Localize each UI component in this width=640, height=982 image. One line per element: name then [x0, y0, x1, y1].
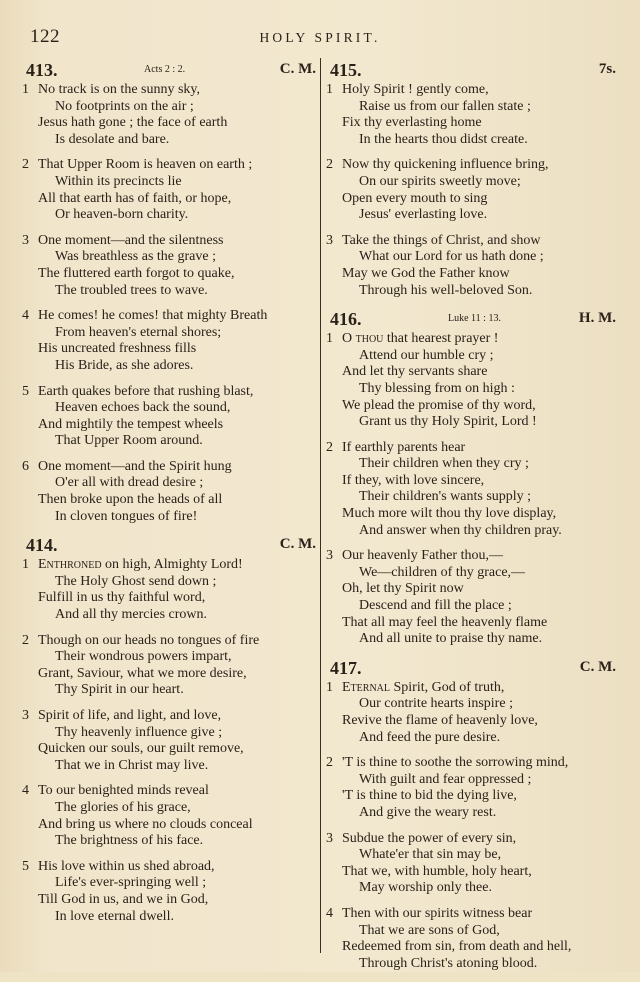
line-text: Spirit of life, and light, and love,	[38, 708, 222, 723]
verse-line	[326, 956, 618, 973]
line-text: On our spirits sweetly move;	[359, 173, 521, 189]
line-text: Thy blessing from on high :	[359, 380, 515, 396]
verse-line	[22, 157, 318, 174]
verse-line	[326, 506, 618, 523]
verse-line	[22, 325, 318, 342]
line-text: Thy Spirit in our heart.	[55, 682, 184, 698]
line-text: What our Lord for us hath done ;	[359, 249, 544, 265]
line-text: May worship only thee.	[359, 880, 492, 896]
hymn-meter: C. M.	[579, 658, 616, 675]
verse-line	[326, 772, 618, 789]
line-text: Raise us from our fallen state ;	[359, 98, 531, 114]
verse-number: 3	[326, 232, 333, 248]
verse-line	[22, 633, 318, 650]
verse	[22, 157, 318, 223]
verse-line	[22, 800, 318, 817]
verse-number: 1	[326, 331, 333, 347]
line-text: Jesus hath gone ; the face of earth	[38, 115, 228, 131]
verse	[22, 708, 318, 774]
verse-line	[22, 459, 318, 476]
line-text: And bring us where no clouds conceal	[38, 816, 253, 832]
line-text: To our benighted minds reveal	[38, 783, 209, 799]
verse-line	[326, 99, 618, 116]
line-text: May we God the Father know	[342, 265, 510, 281]
line-text: And give the weary rest.	[359, 804, 497, 820]
line-text: Our heavenly Father thou,—	[342, 548, 503, 564]
verse-line	[22, 308, 318, 325]
verse-line	[22, 82, 318, 99]
verse-line	[22, 400, 318, 417]
verse-number: 1	[22, 557, 29, 573]
verse-number: 3	[326, 548, 333, 564]
verse	[326, 157, 618, 223]
verse-line	[326, 207, 618, 224]
verse-line	[22, 492, 318, 509]
line-text: All that earth has of faith, or hope,	[38, 190, 232, 206]
hymn-header	[22, 60, 318, 82]
line-text: He comes! he comes! that mighty Breath	[38, 308, 268, 324]
hymn-header	[22, 535, 318, 557]
line-text: The Holy Ghost send down ;	[55, 573, 217, 589]
verse-line	[326, 523, 618, 540]
line-text: Within its precincts lie	[55, 173, 182, 189]
verse-line	[22, 233, 318, 250]
verse-line	[22, 725, 318, 742]
line-text: Much more wilt thou thy love display,	[342, 506, 557, 522]
verse-line	[22, 758, 318, 775]
first-word: Enthroned	[38, 557, 102, 573]
line-text: No footprints on the air ;	[55, 98, 194, 114]
verse-line	[22, 574, 318, 591]
verse	[326, 233, 618, 299]
verse	[326, 755, 618, 821]
verse-line	[22, 509, 318, 526]
line-text: That Upper Room around.	[55, 433, 203, 449]
hymn	[22, 535, 318, 925]
verse-line	[326, 489, 618, 506]
line-text: Fix thy everlasting home	[342, 115, 482, 131]
page-number: 122	[30, 26, 60, 47]
verse-line	[326, 880, 618, 897]
verse-number: 3	[22, 232, 29, 248]
verse-number: 3	[326, 830, 333, 846]
verse-line	[326, 115, 618, 132]
line-text: One moment—and the silentness	[38, 232, 224, 248]
verse-line	[22, 249, 318, 266]
verse-line	[326, 473, 618, 490]
line-text: Then broke upon the heads of all	[38, 492, 223, 508]
line-text: Subdue the power of every sin,	[342, 830, 517, 846]
hymn	[22, 60, 318, 525]
left-column	[22, 60, 318, 935]
line-text: And answer when thy children pray.	[359, 522, 562, 538]
verse-line	[326, 456, 618, 473]
line-text: If they, with love sincere,	[342, 472, 485, 488]
verse-line	[22, 207, 318, 224]
verse-line	[22, 875, 318, 892]
hymn	[326, 309, 618, 648]
verse-line	[326, 233, 618, 250]
line-text: Oh, let thy Spirit now	[342, 581, 464, 597]
line-text: If earthly parents hear	[342, 439, 466, 455]
verse	[326, 831, 618, 897]
verse-line	[22, 708, 318, 725]
line-text: With guilt and fear oppressed ;	[359, 771, 532, 787]
verse-number: 5	[22, 383, 29, 399]
line-text: Revive the flame of heavenly love,	[342, 713, 538, 728]
hymn-number: 416.	[330, 309, 362, 330]
hymn-meter: C. M.	[279, 61, 316, 77]
verse-line	[326, 864, 618, 881]
verse	[22, 557, 318, 623]
verse-line	[326, 548, 618, 565]
verse-line	[326, 191, 618, 208]
line-text: And all thy mercies crown.	[55, 607, 208, 623]
verse-line	[326, 266, 618, 283]
line-text: We—children of thy grace,—	[359, 564, 526, 580]
line-text: Open every mouth to sing	[342, 190, 488, 206]
verse-line	[326, 581, 618, 598]
verse-line	[326, 157, 618, 174]
right-column	[326, 60, 618, 982]
page-title: HOLY SPIRIT.	[259, 30, 381, 45]
verse-line	[326, 348, 618, 365]
line-text: Thy heavenly influence give ;	[55, 724, 223, 740]
hymn-header	[326, 60, 618, 82]
line-text: From heaven's eternal shores;	[55, 324, 222, 340]
line-text: Spirit, God of truth,	[390, 679, 505, 695]
verse	[326, 906, 618, 972]
verse-line	[22, 607, 318, 624]
line-text: Their wondrous powers impart,	[55, 649, 232, 665]
line-text: That we are sons of God,	[359, 922, 500, 938]
line-text: Descend and fill the place ;	[359, 598, 512, 614]
line-text: Quicken our souls, our guilt remove,	[38, 741, 244, 757]
verse-number: 2	[326, 439, 333, 455]
page-header	[0, 26, 640, 50]
verse-line	[22, 99, 318, 116]
line-text: on high, Almighty Lord!	[101, 557, 243, 573]
verse	[326, 82, 618, 148]
line-text: That we in Christ may live.	[55, 757, 209, 773]
line-text: Jesus' everlasting love.	[359, 207, 488, 223]
verse-line	[22, 590, 318, 607]
line-text: The fluttered earth forgot to quake,	[38, 265, 235, 281]
scripture-reference: Acts 2 : 2.	[144, 64, 186, 75]
line-text: In cloven tongues of fire!	[55, 508, 198, 524]
first-word: O thou	[342, 331, 384, 347]
line-text: The glories of his grace,	[55, 799, 191, 815]
verse-line	[22, 783, 318, 800]
line-text: One moment—and the Spirit hung	[38, 458, 232, 474]
line-text: And mightily the tempest wheels	[38, 416, 224, 432]
verse	[22, 308, 318, 374]
line-text: His uncreated freshness fills	[38, 341, 197, 357]
line-text: In the hearts thou didst create.	[359, 131, 528, 147]
line-text: Or heaven-born charity.	[55, 207, 189, 223]
verse-line	[22, 266, 318, 283]
verse-number: 3	[22, 708, 29, 723]
verse	[326, 331, 618, 431]
verse-line	[22, 741, 318, 758]
line-text: And all unite to praise thy name.	[359, 631, 543, 647]
verse-number: 4	[326, 905, 333, 921]
verse-line	[326, 440, 618, 457]
line-text: Take the things of Christ, and show	[342, 232, 541, 248]
line-text: Till God in us, and we in God,	[38, 891, 209, 907]
line-text: That we, with humble, holy heart,	[342, 863, 532, 879]
verse-number: 2	[326, 755, 333, 771]
verse-line	[22, 115, 318, 132]
verse-line	[22, 859, 318, 876]
line-text: That all may feel the heavenly flame	[342, 614, 548, 630]
verse-line	[22, 417, 318, 434]
line-text: Grant, Saviour, what we more desire,	[38, 665, 247, 681]
verse-line	[326, 283, 618, 300]
verse-line	[326, 788, 618, 805]
verse-line	[22, 384, 318, 401]
verse-line	[22, 833, 318, 850]
verse-number: 4	[22, 783, 29, 799]
line-text: Though on our heads no tongues of fire	[38, 632, 260, 648]
verse-line	[22, 341, 318, 358]
verse-line	[22, 191, 318, 208]
verse-line	[326, 565, 618, 582]
hymn-number: 417.	[330, 657, 362, 678]
verse-number: 2	[326, 157, 333, 173]
line-text: And feed the pure desire.	[359, 729, 501, 745]
verse-number: 1	[326, 679, 333, 695]
line-text: Holy Spirit ! gently come,	[342, 82, 489, 97]
verse-line	[22, 909, 318, 926]
verse-line	[326, 331, 618, 348]
verse	[22, 233, 318, 299]
verse-number: 6	[22, 458, 29, 474]
verse	[326, 680, 618, 746]
line-text: His love within us shed abroad,	[38, 858, 215, 874]
verse-line	[326, 249, 618, 266]
verse-line	[326, 847, 618, 864]
verse-line	[326, 831, 618, 848]
line-text: Heaven echoes back the sound,	[55, 400, 231, 416]
verse-line	[326, 364, 618, 381]
line-text: Then with our spirits witness bear	[342, 905, 533, 921]
verse	[22, 82, 318, 148]
hymn-number: 415.	[330, 60, 362, 80]
hymn	[326, 658, 618, 973]
line-text: That Upper Room is heaven on earth ;	[38, 157, 253, 173]
verse-number: 4	[22, 308, 29, 324]
verse-line	[326, 132, 618, 149]
line-text: that hearest prayer !	[383, 331, 499, 347]
hymn-number: 414.	[26, 535, 58, 556]
hymn-number: 413.	[26, 60, 58, 80]
verse-line	[326, 923, 618, 940]
line-text: Grant us thy Holy Spirit, Lord !	[359, 414, 537, 430]
verse-line	[22, 892, 318, 909]
line-text: Fulfill in us thy faithful word,	[38, 590, 206, 606]
line-text: The troubled trees to wave.	[55, 282, 208, 298]
line-text: Their children's wants supply ;	[359, 489, 532, 505]
verse-line	[22, 649, 318, 666]
line-text: O'er all with dread desire ;	[55, 475, 204, 491]
verse	[326, 440, 618, 540]
verse-line	[22, 817, 318, 834]
verse-number: 1	[22, 82, 29, 97]
verse-line	[326, 755, 618, 772]
hymn-meter: C. M.	[279, 536, 316, 553]
line-text: Redeemed from sin, from death and hell,	[342, 939, 572, 955]
line-text: Our contrite hearts inspire ;	[359, 696, 513, 712]
verse-line	[326, 631, 618, 648]
verse-line	[22, 132, 318, 149]
verse-line	[326, 381, 618, 398]
verse-line	[326, 939, 618, 956]
line-text: We plead the promise of thy word,	[342, 397, 536, 413]
verse-number: 1	[326, 82, 333, 97]
verse-line	[326, 696, 618, 713]
hymn	[326, 60, 618, 299]
line-text: Was breathless as the grave ;	[55, 249, 216, 265]
verse-line	[22, 682, 318, 699]
line-text: 'T is thine to soothe the sorrowing mind,	[342, 755, 569, 771]
verse-number: 2	[22, 157, 29, 173]
line-text: 'T is thine to bid the dying live,	[342, 788, 517, 804]
verse-line	[326, 414, 618, 431]
first-word: Eternal	[342, 679, 390, 695]
verse-line	[326, 805, 618, 822]
verse-line	[22, 557, 318, 574]
verse-line	[326, 82, 618, 99]
line-text: Earth quakes before that rushing blast,	[38, 383, 254, 399]
line-text: Whate'er that sin may be,	[359, 847, 502, 863]
verse	[326, 548, 618, 648]
verse-line	[22, 475, 318, 492]
verse-line	[326, 730, 618, 747]
verse-line	[22, 283, 318, 300]
verse-line	[326, 615, 618, 632]
verse-line	[326, 680, 618, 697]
verse-line	[326, 713, 618, 730]
verse-number: 5	[22, 858, 29, 874]
verse	[22, 859, 318, 925]
verse-line	[326, 398, 618, 415]
line-text: Attend our humble cry ;	[359, 347, 494, 363]
hymn-meter: 7s.	[598, 61, 616, 77]
hymn-header	[326, 658, 618, 680]
verse-line	[22, 358, 318, 375]
verse-line	[22, 666, 318, 683]
verse	[22, 633, 318, 699]
line-text: His Bride, as she adores.	[55, 357, 194, 373]
line-text: Now thy quickening influence bring,	[342, 157, 549, 173]
line-text: No track is on the sunny sky,	[38, 82, 201, 97]
column-divider	[320, 58, 321, 953]
line-text: Their children when they cry ;	[359, 456, 529, 472]
line-text: The brightness of his face.	[55, 833, 204, 849]
line-text: Through his well-beloved Son.	[359, 282, 533, 298]
verse	[22, 384, 318, 450]
hymn-meter: H. M.	[578, 310, 616, 327]
verse-line	[326, 598, 618, 615]
line-text: In love eternal dwell.	[55, 908, 174, 924]
line-text: Life's ever-springing well ;	[55, 875, 207, 891]
scripture-reference: Luke 11 : 13.	[448, 313, 501, 325]
verse-line	[22, 433, 318, 450]
hymn-header	[326, 309, 618, 331]
verse-line	[326, 906, 618, 923]
line-text: Through Christ's atoning blood.	[359, 955, 538, 971]
verse-line	[326, 174, 618, 191]
line-text: Is desolate and bare.	[55, 131, 170, 147]
verse-number: 2	[22, 632, 29, 648]
line-text: And let thy servants share	[342, 364, 488, 380]
verse-line	[22, 174, 318, 191]
verse	[22, 459, 318, 525]
verse	[22, 783, 318, 849]
